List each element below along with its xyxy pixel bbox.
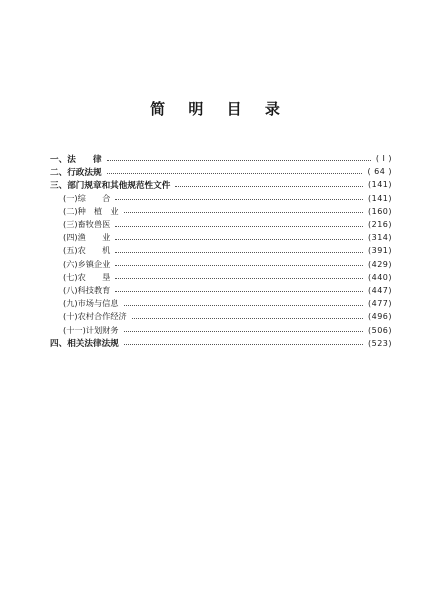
toc-entry-departmental-rules[interactable]	[50, 178, 392, 191]
toc-entry-label: 二、行政法规	[50, 167, 102, 178]
toc-page-number: ( Ⅰ )	[375, 154, 392, 164]
dot-leader	[107, 159, 371, 161]
dot-leader	[115, 198, 363, 200]
dot-leader	[115, 264, 363, 266]
toc-page-number: (447)	[367, 285, 392, 295]
dot-leader	[132, 317, 363, 319]
toc-page-number: (141)	[367, 180, 392, 190]
toc-subentry-label: (九)市场与信息	[63, 298, 119, 309]
toc-entry-label: 四、相关法律法规	[50, 339, 119, 350]
toc-subentry-land-reclamation[interactable]	[50, 271, 392, 284]
toc-entry-related-laws[interactable]	[50, 337, 392, 350]
toc-entry-label: 一、法 律	[50, 154, 102, 165]
dot-leader	[124, 211, 363, 213]
toc-subentry-label: (五)农 机	[63, 245, 111, 256]
toc-subentry-label: (一)综 合	[63, 192, 111, 203]
dot-leader	[107, 172, 363, 174]
toc-subentry-general[interactable]	[50, 192, 392, 205]
toc-subentry-agricultural-machinery[interactable]	[50, 244, 392, 257]
dot-leader	[115, 290, 363, 292]
toc-page-number: (141)	[367, 193, 392, 203]
toc-subentry-science-education[interactable]	[50, 284, 392, 297]
toc-page-number: (440)	[367, 272, 392, 282]
dot-leader	[115, 251, 363, 253]
dot-leader	[115, 225, 363, 227]
page-title: 简 明 目 录	[150, 100, 289, 118]
toc-page-number: (506)	[367, 325, 392, 335]
table-of-contents	[50, 152, 392, 350]
dot-leader	[115, 277, 363, 279]
dot-leader	[115, 238, 363, 240]
dot-leader	[124, 304, 363, 306]
toc-subentry-label: (八)科技教育	[63, 284, 111, 295]
toc-entry-label: 三、部门规章和其他规范性文件	[50, 180, 171, 191]
toc-page-number: (216)	[367, 220, 392, 230]
toc-subentry-fishery[interactable]	[50, 231, 392, 244]
dot-leader	[124, 330, 363, 332]
toc-page-number: (160)	[367, 206, 392, 216]
toc-page-number: (477)	[367, 299, 392, 309]
toc-subentry-planning-finance[interactable]	[50, 323, 392, 336]
toc-subentry-label: (十一)计划财务	[63, 324, 119, 335]
toc-subentry-label: (七)农 垦	[63, 271, 111, 282]
toc-subentry-township-enterprises[interactable]	[50, 258, 392, 271]
toc-page-number: (523)	[367, 338, 392, 348]
toc-subentry-label: (二)种 植 业	[63, 205, 119, 216]
toc-page-number: (391)	[367, 246, 392, 256]
toc-page-number: ( 64 )	[367, 167, 392, 177]
toc-page-number: (429)	[367, 259, 392, 269]
toc-page-number: (314)	[367, 233, 392, 243]
toc-entry-administrative-regulations[interactable]	[50, 165, 392, 178]
dot-leader	[175, 185, 363, 187]
toc-subentry-planting[interactable]	[50, 205, 392, 218]
toc-subentry-rural-cooperative-economy[interactable]	[50, 310, 392, 323]
dot-leader	[124, 343, 363, 345]
toc-subentry-label: (十)农村合作经济	[63, 311, 127, 322]
toc-subentry-label: (四)渔 业	[63, 232, 111, 243]
toc-entry-law[interactable]	[50, 152, 392, 165]
toc-subentry-label: (三)畜牧兽医	[63, 219, 111, 230]
toc-subentry-market-information[interactable]	[50, 297, 392, 310]
toc-subentry-label: (六)乡镇企业	[63, 258, 111, 269]
toc-page-number: (496)	[367, 312, 392, 322]
toc-subentry-animal-husbandry[interactable]	[50, 218, 392, 231]
